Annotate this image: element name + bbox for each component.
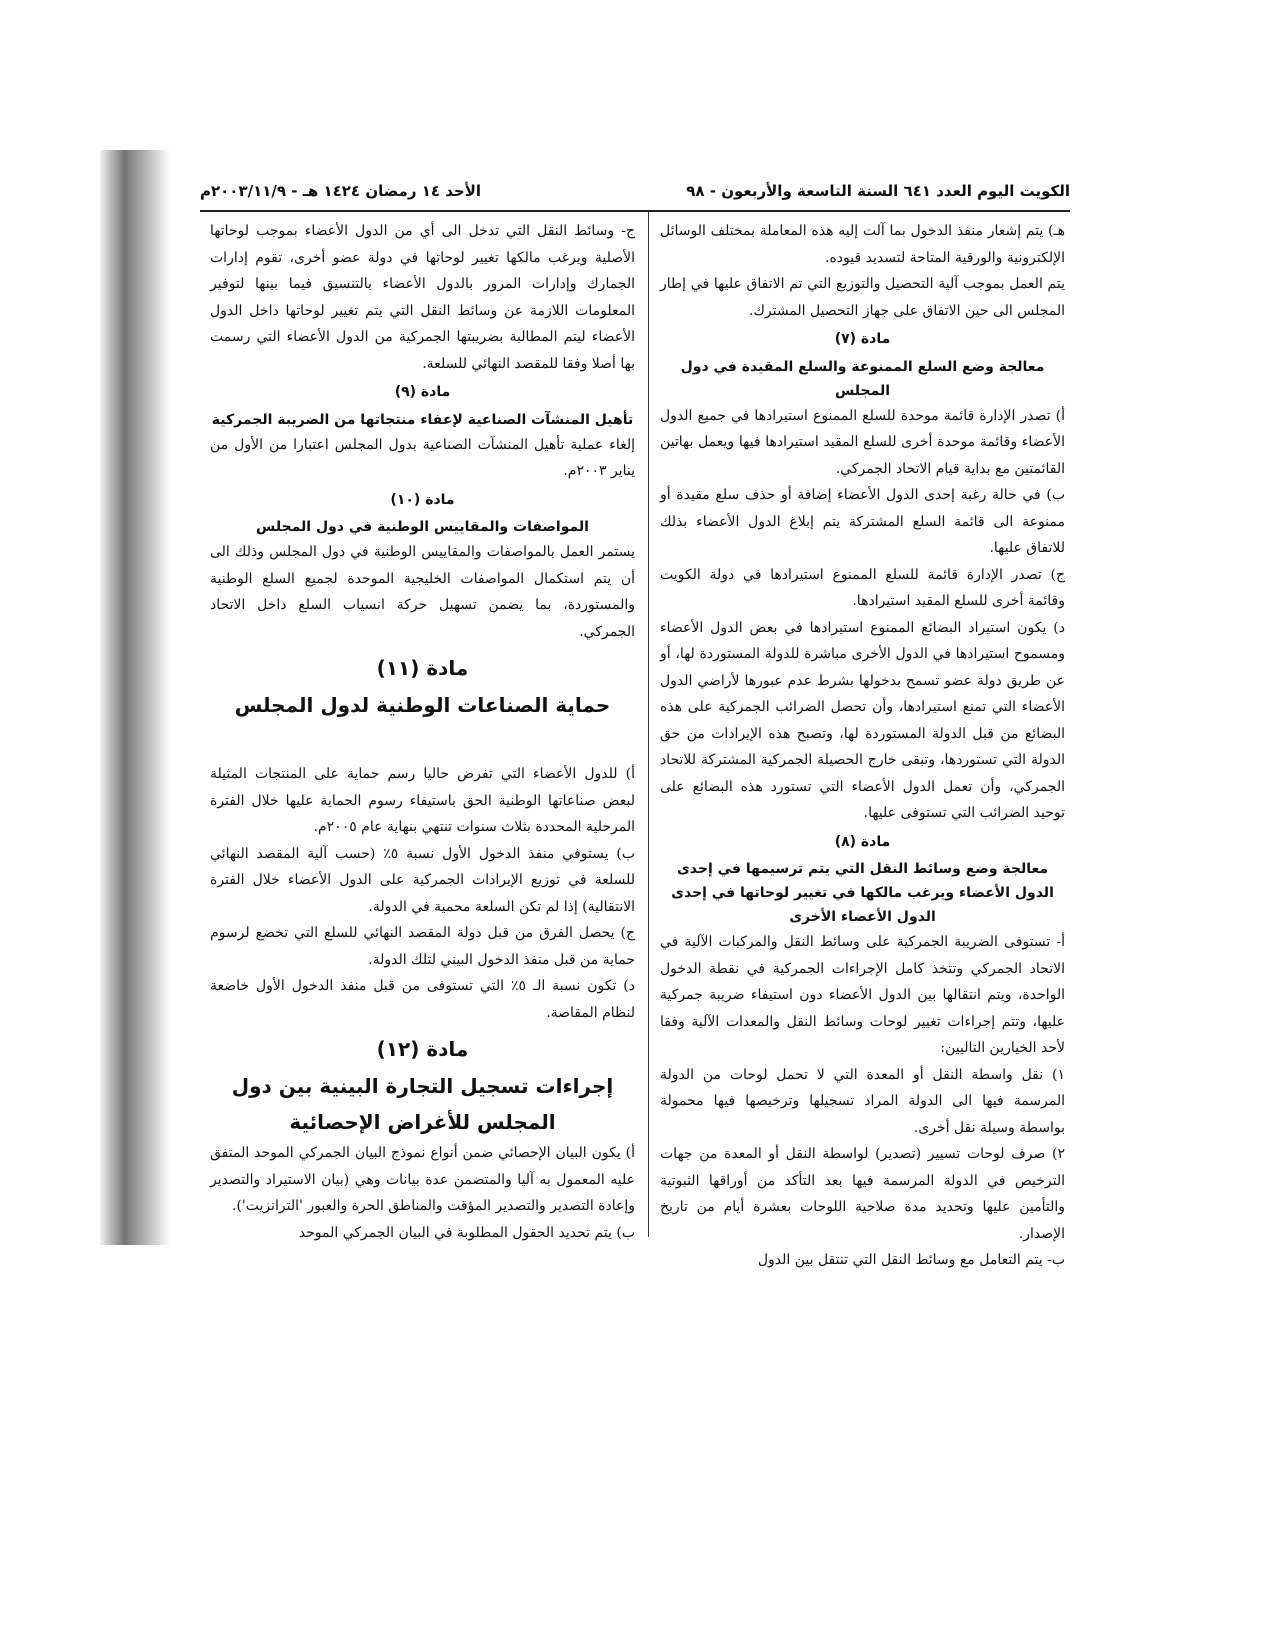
paragraph: ٢) صرف لوحات تسيير (تصدير) لواسطة النقل أو المعدة من جهات الترخيص في الدولة المرسمة فيها بعد التأكد من أوراقها الثبوتية والتأمين عليها وتحديد مدة صلاحية اللوحات بعشرة أيام من تاريخ الإصدار.: [660, 1146, 1065, 1242]
article-title: المواصفات والمقاييس الوطنية في دول المجلس: [256, 519, 589, 535]
article-number: مادة (٨): [834, 833, 891, 850]
left-column: [210, 218, 635, 1246]
article-title: تأهيل المنشآت الصناعية لإعفاء منتجاتها من الضريبة الجمركية: [211, 411, 634, 428]
paragraph: ج) يحصل الفرق من قبل دولة المقصد النهائي للسلع التي تخضع لرسوم حماية من قبل منفذ الدخول البيني لتلك الدولة.: [210, 925, 635, 968]
article-number: مادة (٩): [394, 384, 451, 400]
paragraph: أ) يكون البيان الإحصائي ضمن أنواع نموذج البيان الجمركي الموحد المتفق عليه المعمول به آليا والمتضمن عدة بيانات وهي (بيان الاستيراد والتصدير وإعادة التصدير والتصدير المؤقت والمناطق الحرة والعبور 'الترانزيت').: [210, 1145, 635, 1214]
scan-shadow: [100, 150, 170, 1245]
article-number: مادة (١٠): [390, 491, 455, 508]
header-publication: الكويت اليوم العدد ٦٤١ السنة التاسعة والأربعون - ٩٨: [686, 182, 1070, 200]
paragraph: يتم العمل بموجب آلية التحصيل والتوزيع التي تم الاتفاق عليها في إطار المجلس الى حين الاتفاق على جهاز التحصيل المشترك.: [660, 276, 1065, 319]
paragraph: أ) تصدر الإدارة قائمة موحدة للسلع الممنوع استيرادها في جميع الدول الأعضاء وقائمة موحدة أخرى للسلع المقيد استيرادها فيها ويعمل بهاتين القائمتين مع بداية قيام الاتحاد الجمركي.: [660, 407, 1065, 477]
article-number: مادة (٧): [834, 331, 891, 347]
paragraph: ج) تصدر الإدارة قائمة للسلع الممنوع استيرادها في دولة الكويت وقائمة أخرى للسلع المقيد استيرادها.: [660, 566, 1065, 609]
paragraph: أ- تستوفى الضريبة الجمركية على وسائط النقل والمركبات الآلية في الاتحاد الجمركي وتتخذ كامل الإجراءات الجمركية في نقطة الدخول الواحدة، ويتم انتقالها بين الدول الأعضاء دون استيفاء ضريبة جمركية عليها، وتتم إجراءات تغيير لوحات وسائط النقل والمعدات الآلية وفقا لأحد الخيارين التاليين:: [660, 934, 1065, 1056]
header-rule: [200, 210, 1070, 212]
paragraph: ب) يستوفي منفذ الدخول الأول نسبة ٥٪ (حسب آلية المقصد النهائي للسلعة في توزيع الإيرادات الجمركية على الدول الأعضاء خلال الفترة الانتقالية) إذا لم تكن السلعة محمية في الدولة.: [210, 845, 636, 915]
paragraph: أ) للدول الأعضاء التي تفرض حاليا رسم حماية على المنتجات المثيلة لبعض صناعاتها الوطنية الحق باستيفاء رسوم الحماية عليها خلال الفترة المرحلية المحددة بثلاث سنوات تنتهي بنهاية عام ٢٠٠٥م.: [210, 766, 635, 835]
article-title: معالجة وضع السلع الممنوعة والسلع المقيدة في دول المجلس: [680, 358, 1045, 399]
paragraph: ب) يتم تحديد الحقول المطلوبة في البيان الجمركي الموحد: [298, 1224, 635, 1241]
paragraph: د) تكون نسبة الـ ٥٪ التي تستوفى من قبل منفذ الدخول الأول خاضعة لنظام المقاصة.: [210, 978, 635, 1021]
article-title: إجراءات تسجيل التجارة البينية بين دول المجلس للأغراض الإحصائية: [231, 1074, 614, 1134]
article-title: حماية الصناعات الوطنية لدول المجلس: [234, 693, 611, 717]
paragraph: ١) نقل واسطة النقل أو المعدة التي لا تحمل لوحات من الدولة المرسمة فيها الى الدولة المراد تسجيلها وترخيصها فيها محمولة بواسطة وسيلة نقل أخرى.: [660, 1066, 1065, 1136]
paragraph: هـ) يتم إشعار منفذ الدخول بما آلت إليه هذه المعاملة بمختلف الوسائل الإلكترونية والورقية المتاحة لتسديد قيوده.: [660, 223, 1065, 266]
paragraph: د) يكون استيراد البضائع الممنوع استيرادها في بعض الدول الأعضاء ومسموح استيرادها في الدول الأخرى مباشرة للدولة المستوردة لها، أو عن طريق دولة عضو تسمح بدخولها بشرط عدم عبورها لأراضي الدول الأعضاء التي تمنع استيرادها، وأن تحصل الضرائب الجمركية على هذه البضائع من قبل الدولة المستوردة لها، وتصبح هذه الإيرادات من حق الدولة التي تستوردها، وتبقى خارج الحصيلة الجمركية المشتركة للاتحاد الجمركي، وأن تعمل الدول الأعضاء التي تستورد هذه البضائع على توحيد الضرائب التي تستوفى عليها.: [660, 619, 1065, 821]
paragraph: ج- وسائط النقل التي تدخل الى أي من الدول الأعضاء بموجب لوحاتها الأصلية ويرغب مالكها تغيير لوحاتها في دولة عضو أخرى، تقوم إدارات الجمارك وإدارات المرور بالدول الأعضاء بالتنسيق فيما بينها لتوفير المعلومات اللازمة عن وسائط النقل التي يتم تغيير لوحاتها داخل الدول الأعضاء ليتم المطالبة بضريبتها الجمركية من الدول الأعضاء التي رسمت بها أصلا وفقا للمقصد النهائي للسلعة.: [210, 223, 635, 372]
right-column: [660, 218, 1065, 1274]
article-title: معالجة وضع وسائط النقل التي يتم ترسيمها في إحدى الدول الأعضاء ويرغب مالكها في تغيير لوحاتها في إحدى الدول الأعضاء الأخرى: [671, 861, 1054, 925]
article-number: مادة (١٢): [376, 1037, 469, 1061]
column-divider: [648, 212, 649, 1237]
page-header: [200, 182, 1070, 208]
paragraph: ب) في حالة رغبة إحدى الدول الأعضاء إضافة أو حذف سلع مقيدة أو ممنوعة الى قائمة السلع المشتركة يتم إبلاغ الدول الأعضاء بذلك للاتفاق عليها.: [660, 487, 1065, 556]
paragraph: يستمر العمل بالمواصفات والمقاييس الوطنية في دول المجلس وذلك الى أن يتم استكمال المواصفات الخليجية الموحدة لجميع السلع الوطنية والمستوردة، بما يضمن تسهيل حركة انسياب السلع داخل الاتحاد الجمركي.: [210, 544, 635, 640]
spacer: [210, 723, 635, 761]
article-number: مادة (١١): [376, 656, 469, 680]
paragraph: إلغاء عملية تأهيل المنشآت الصناعية بدول المجلس اعتبارا من الأول من يناير ٢٠٠٣م.: [210, 436, 635, 479]
paragraph: ب- يتم التعامل مع وسائط النقل التي تنتقل بين الدول: [757, 1252, 1065, 1268]
header-date: الأحد ١٤ رمضان ١٤٢٤ هـ - ٢٠٠٣/١١/٩م: [200, 182, 482, 200]
